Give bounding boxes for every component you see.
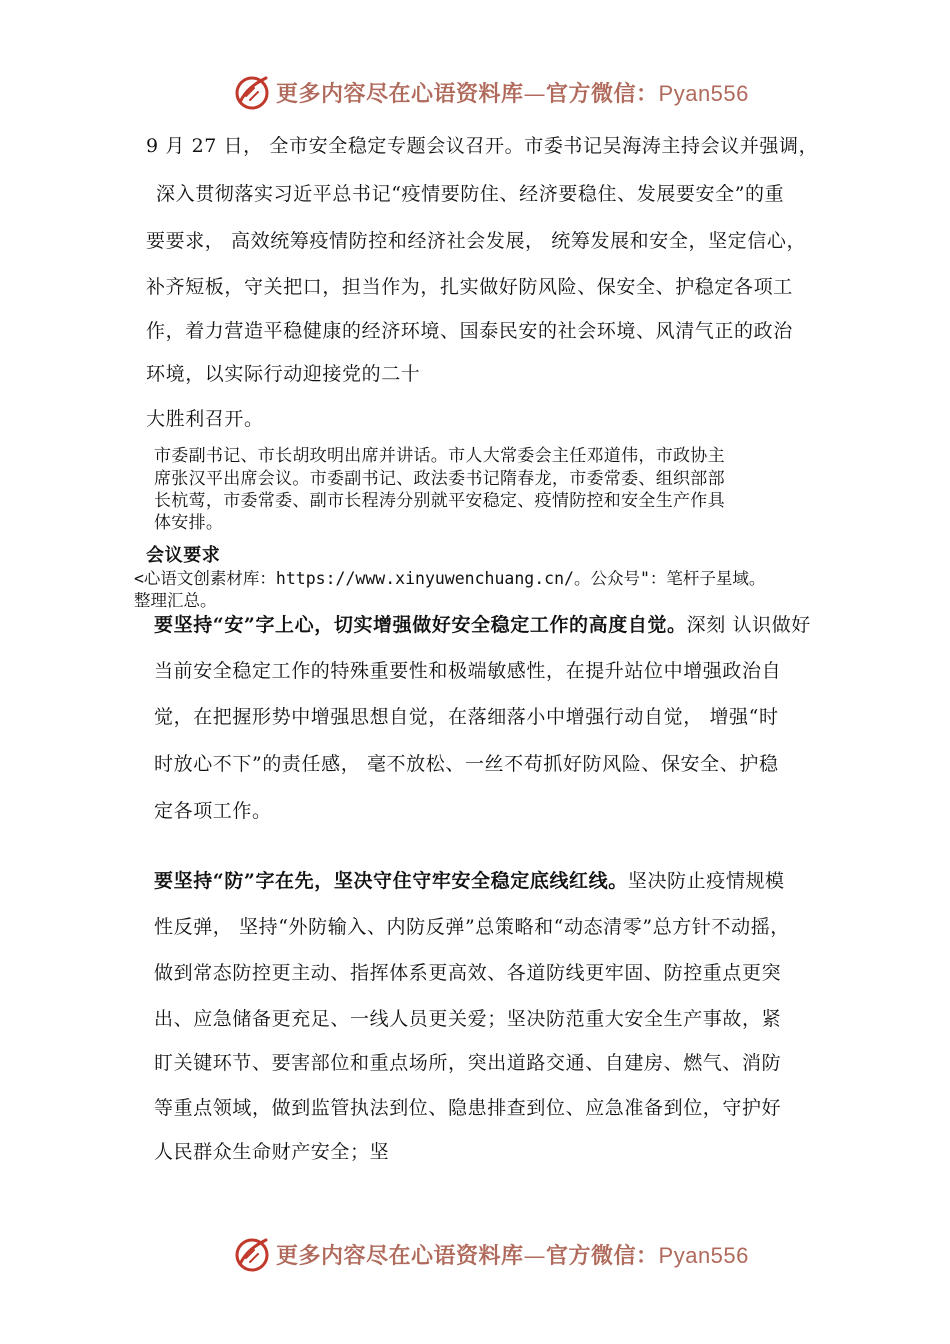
requirement2-line: 出、应急储备更充足、一线人员更关爱；坚决防范重大安全生产事故，紧 xyxy=(154,1008,782,1030)
requirement1-line: 当前安全稳定工作的特殊重要性和极端敏感性，在提升站位中增强政治自 xyxy=(154,660,782,682)
source-note-line: 整理汇总。 xyxy=(134,591,217,610)
watermark-sep: — xyxy=(523,1243,547,1269)
intro-line: 大胜利召开。 xyxy=(146,408,264,430)
watermark-id: Pyan556 xyxy=(658,80,749,106)
attendees-line: 席张汉平出席会议。市委副书记、政法委书记隋春龙，市委常委、组织部部 xyxy=(154,469,725,489)
watermark-logo-icon xyxy=(232,1234,272,1274)
intro-line: 深入贯彻落实习近平总书记“疫情要防住、经济要稳住、发展要安全”的重 xyxy=(156,183,785,205)
watermark-text xyxy=(276,77,749,108)
watermark-wechat: 官方微信： xyxy=(546,1242,659,1269)
intro-line: 要要求， 高效统筹疫情防控和经济社会发展， 统筹发展和安全，坚定信心， xyxy=(146,230,807,252)
requirement1-line: 时放心不下”的责任感， 毫不放松、一丝不苟抓好防风险、保安全、护稳 xyxy=(154,753,779,775)
intro-line: 补齐短板，守关把口，担当作为，扎实做好防风险、保安全、护稳定各项工 xyxy=(146,276,793,298)
watermark-text xyxy=(276,1239,749,1270)
requirement2-first-rest: 坚决防止疫情规模 xyxy=(627,870,785,892)
watermark-logo-icon xyxy=(232,72,272,112)
watermark-id: Pyan556 xyxy=(658,1242,749,1268)
watermark-main: 更多内容尽在心语资料库 xyxy=(276,80,524,107)
watermark-banner-top xyxy=(232,72,749,112)
watermark-main: 更多内容尽在心语资料库 xyxy=(276,1242,524,1269)
requirement1-line: 觉，在把握形势中增强思想自觉，在落细落小中增强行动自觉， 增强“时 xyxy=(154,706,779,728)
watermark-wechat: 官方微信： xyxy=(546,80,659,107)
requirement2-bold: 要坚持“防”字在先，坚决守住守牢安全稳定底线红线。 xyxy=(154,870,628,892)
requirement1-bold: 要坚持“安”字上心，切实增强做好安全稳定工作的高度自觉。 xyxy=(154,614,687,636)
intro-line: 环境，以实际行动迎接党的二十 xyxy=(146,363,421,385)
requirement1-line: 定各项工作。 xyxy=(154,800,272,822)
attendees-line: 长杭莺，市委常委、副市长程涛分别就平安稳定、疫情防控和安全生产作具 xyxy=(154,491,725,511)
source-note-line: <心语文创素材库：https://www.xinyuwenchuang.cn/。公众号"：笔杆子星域。 xyxy=(134,569,766,588)
requirement1-first-rest: 深刻 认识做好 xyxy=(686,614,811,636)
requirement2-line: 人民群众生命财产安全；坚 xyxy=(154,1141,390,1163)
attendees-line: 体安排。 xyxy=(154,513,224,533)
intro-line: 作，着力营造平稳健康的经济环境、国泰民安的社会环境、风清气正的政治 xyxy=(146,320,793,342)
requirement2-line: 做到常态防控更主动、指挥体系更高效、各道防线更牢固、防控重点更突 xyxy=(154,962,782,984)
requirement2-line: 性反弹， 坚持“外防输入、内防反弹”总策略和“动态清零”总方针不动摇， xyxy=(154,916,790,938)
watermark-banner-bottom xyxy=(232,1234,749,1274)
section-heading: 会议要求 xyxy=(146,545,221,566)
intro-line: 9 月 27 日， 全市安全稳定专题会议召开。市委书记吴海涛主持会议并强调， xyxy=(146,135,819,157)
requirement2-line: 等重点领域，做到监管执法到位、隐患排查到位、应急准备到位，守护好 xyxy=(154,1097,782,1119)
requirement2-first-line xyxy=(154,866,785,893)
attendees-line: 市委副书记、市长胡玫明出席并讲话。市人大常委会主任邓道伟，市政协主 xyxy=(154,446,725,466)
requirement2-line: 盯关键环节、要害部位和重点场所，突出道路交通、自建房、燃气、消防 xyxy=(154,1052,782,1074)
watermark-sep: — xyxy=(523,81,547,107)
requirement1-first-line xyxy=(154,610,811,637)
